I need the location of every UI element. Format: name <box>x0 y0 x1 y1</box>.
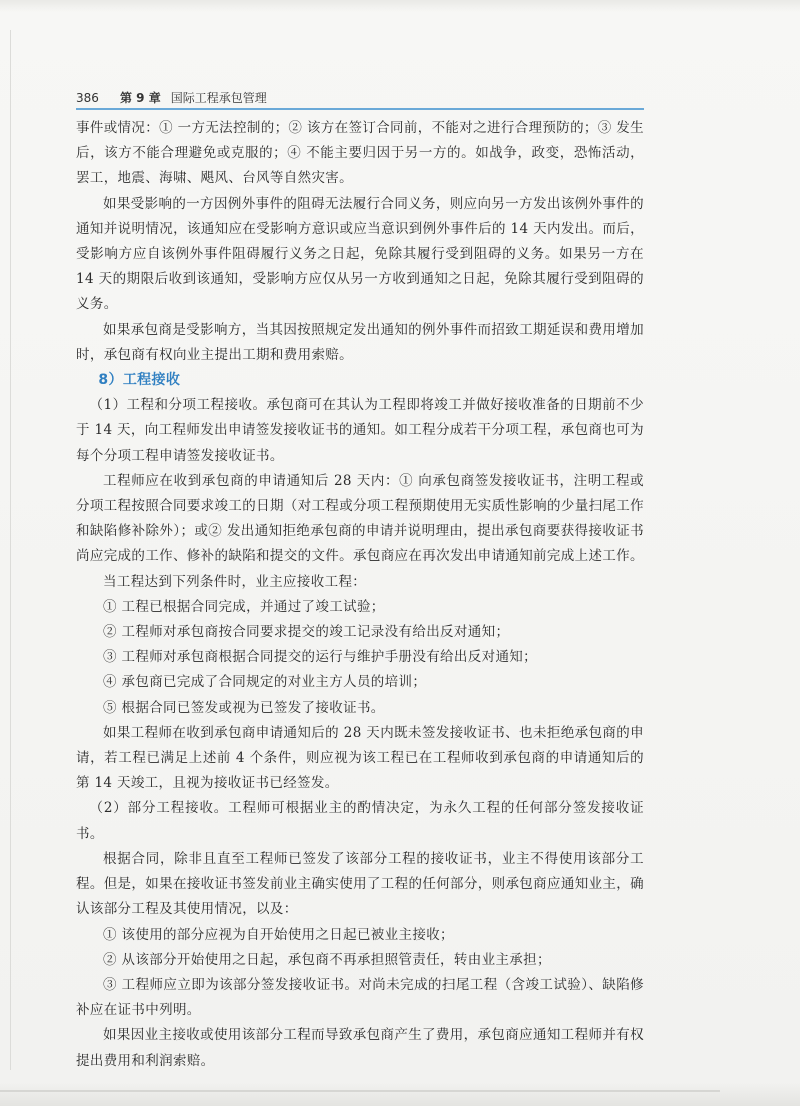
paragraph: 如果承包商是受影响方，当其因按照规定发出通知的例外事件而招致工期延误和费用增加时，承包商有权向业主提出工期和费用索赔。 <box>76 321 644 363</box>
scan-bottom-line <box>0 1090 720 1092</box>
page-number: 386 <box>76 91 99 105</box>
running-header <box>76 89 644 107</box>
paragraph: 事件或情况：① 一方无法控制的；② 该方在签订合同前，不能对之进行合理预防的；③ 发生后，该方不能合理避免或克服的；④ 不能主要归因于另一方的。如战争，政变，恐怖活动，罢工，地震、海啸、飓风、台风等自然灾害。 <box>76 120 644 187</box>
list-item: ③ 工程师对承包商根据合同提交的运行与维护手册没有给出反对通知； <box>103 649 537 666</box>
page-edge <box>10 30 11 1070</box>
list-item: ① 该使用的部分应视为自开始使用之日起已被业主接收； <box>103 926 454 943</box>
paragraph: 工程师应在收到承包商的申请通知后 28 天内：① 向承包商签发接收证书，注明工程或分项工程按照合同要求竣工的日期（对工程或分项工程预期使用无实质性影响的少量扫尾工作和缺陷修补除外）；或② 发出通知拒绝承包商的申请并说明理由，提出承包商要获得接收证书尚应完成的工作、修补的缺陷和提交的文件。承包商应在再次发出申请通知前完成上述工作。 <box>76 472 644 565</box>
body-text <box>76 116 644 1074</box>
list-item: ③ 工程师应立即为该部分签发接收证书。对尚未完成的扫尾工程（含竣工试验）、缺陷修补应在证书中列明。 <box>76 976 644 1019</box>
header-rule <box>76 108 644 110</box>
paragraph: 当工程达到下列条件时，业主应接收工程： <box>103 573 367 590</box>
paragraph: 如果受影响的一方因例外事件的阻碍无法履行合同义务，则应向另一方发出该例外事件的通知并说明情况，该通知应在受影响方意识或应当意识到例外事件后的 14 天内发出。而后，受影响方应自该例外事件阻碍履行义务之日起，免除其履行受到阻碍的义务。如果另一方在 14 天的期限后收到该通知，受影响方应仅从另一方收到通知之日起，免除其履行受到阻碍的义务。 <box>76 195 644 313</box>
list-item: ① 工程已根据合同完成，并通过了竣工试验； <box>103 598 385 615</box>
section-heading: 8）工程接收 <box>98 372 181 389</box>
paragraph: （1）工程和分项工程接收。承包商可在其认为工程即将竣工并做好接收准备的日期前不少于 14 天，向工程师发出申请签发接收证书的通知。如工程分成若干分项工程，承包商也可为每个分项工程申请签发接收证书。 <box>76 397 644 464</box>
list-item: ② 工程师对承包商按合同要求提交的竣工记录没有给出反对通知； <box>103 624 510 641</box>
scan-top-shadow <box>0 0 800 12</box>
paragraph: （2）部分工程接收。工程师可根据业主的酌情决定，为永久工程的任何部分签发接收证书。 <box>76 800 644 842</box>
paragraph: 如果工程师在收到承包商申请通知后的 28 天内既未签发接收证书、也未拒绝承包商的申请，若工程已满足上述前 4 个条件，则应视为该工程已在工程师收到承包商的申请通知后的第 14 天竣工，且视为接收证书已经签发。 <box>76 724 644 792</box>
scan-bottom-shadow <box>0 1082 800 1106</box>
chapter-title: 国际工程承包管理 <box>170 91 267 105</box>
list-item: ⑤ 根据合同已签发或视为已签发了接收证书。 <box>103 699 385 716</box>
chapter-number: 第 9 章 <box>120 91 161 105</box>
list-item: ④ 承包商已完成了合同规定的对业主方人员的培训； <box>103 674 427 691</box>
list-item: ② 从该部分开始使用之日起，承包商不再承担照管责任，转由业主承担； <box>103 951 551 968</box>
paragraph: 如果因业主接收或使用该部分工程而导致承包商产生了费用，承包商应通知工程师并有权提出费用和利润索赔。 <box>76 1027 644 1069</box>
paragraph: 根据合同，除非且直至工程师已签发了该部分工程的接收证书，业主不得使用该部分工程。但是，如果在接收证书签发前业主确实使用了工程的任何部分，则承包商应通知业主，确认该部分工程及其使用情况，以及： <box>76 850 644 918</box>
